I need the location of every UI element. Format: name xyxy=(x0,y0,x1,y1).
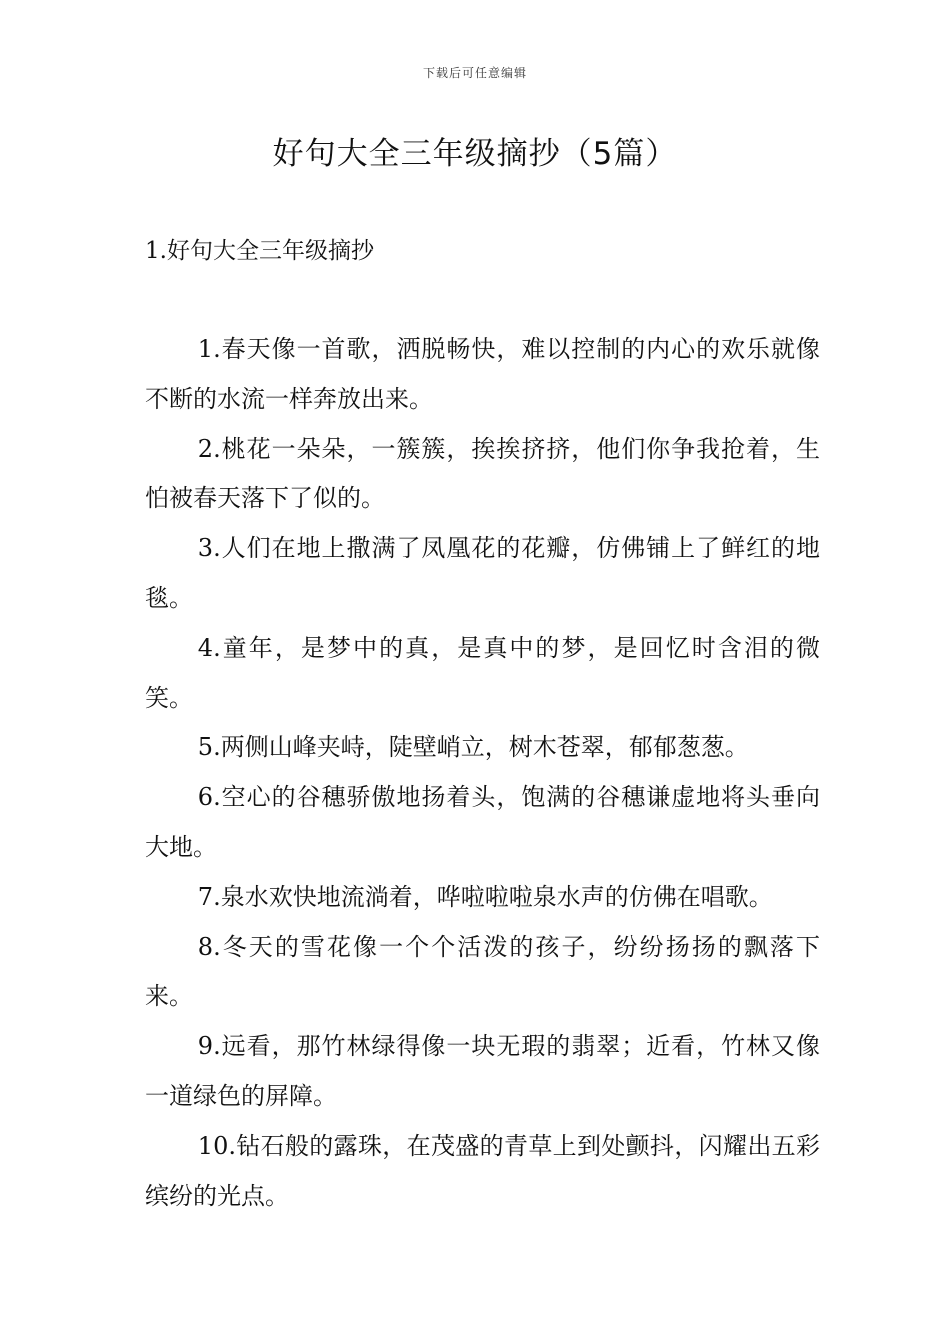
paragraph-10: 10.钻石般的露珠，在茂盛的青草上到处颤抖，闪耀出五彩缤纷的光点。 xyxy=(145,1131,820,1210)
section-heading: 1.好句大全三年级摘抄 xyxy=(145,238,374,264)
paragraph-4: 4.童年，是梦中的真，是真中的梦，是回忆时含泪的微笑。 xyxy=(145,633,820,712)
body-text xyxy=(145,325,820,1221)
paragraph-3: 3.人们在地上撒满了凤凰花的花瓣，仿佛铺上了鲜红的地毯。 xyxy=(145,534,820,612)
paragraph-7: 7.泉水欢快地流淌着，哗啦啦啦泉水声的仿佛在唱歌。 xyxy=(197,882,773,911)
document-title: 好句大全三年级摘抄（5篇） xyxy=(272,136,678,172)
paragraph-9: 9.远看，那竹林绿得像一块无瑕的翡翠；近看，竹林又像一道绿色的屏障。 xyxy=(145,1032,820,1110)
paragraph-2: 2.桃花一朵朵，一簇簇，挨挨挤挤，他们你争我抢着，生怕被春天落下了似的。 xyxy=(145,434,820,513)
paragraph-8: 8.冬天的雪花像一个个活泼的孩子，纷纷扬扬的飘落下来。 xyxy=(145,932,820,1011)
paragraph-5: 5.两侧山峰夹峙，陡壁峭立，树木苍翠，郁郁葱葱。 xyxy=(197,733,749,762)
header-note: 下载后可任意编辑 xyxy=(422,66,527,80)
paragraph-1: 1.春天像一首歌，洒脱畅快，难以控制的内心的欢乐就像不断的水流一样奔放出来。 xyxy=(145,335,820,413)
paragraph-6: 6.空心的谷穗骄傲地扬着头，饱满的谷穗谦虚地将头垂向大地。 xyxy=(145,783,820,861)
